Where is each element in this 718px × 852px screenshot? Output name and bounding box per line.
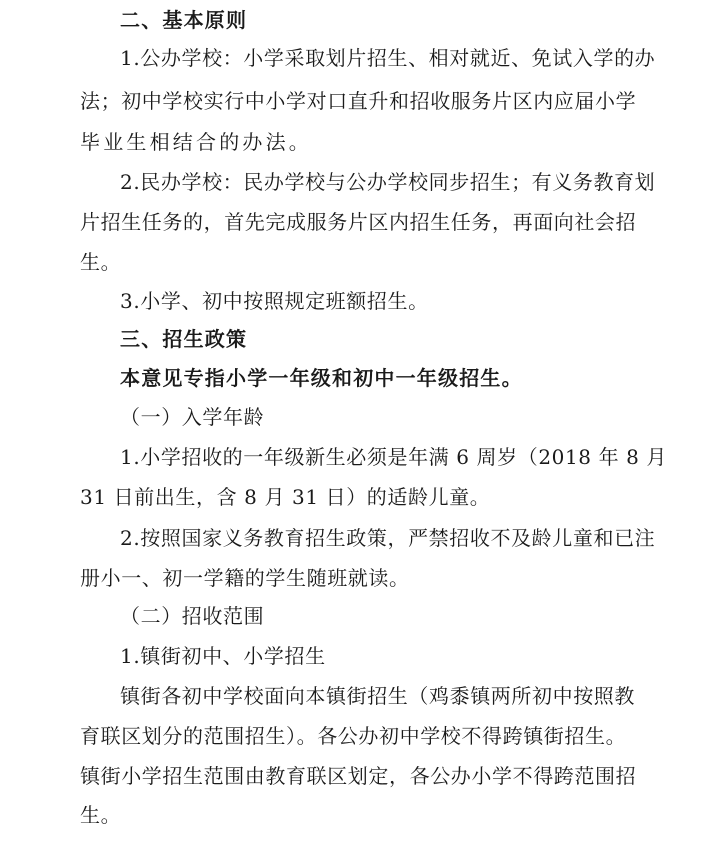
paragraph-line: 2.按照国家义务教育招生政策，严禁招收不及龄儿童和已注 [120,526,656,550]
paragraph-line: 31 日前出生，含 8 月 31 日）的适龄儿童。 [80,485,491,509]
section-heading-basic-principles: 二、基本原则 [120,8,248,32]
paragraph-line: 3.小学、初中按照规定班额招生。 [120,289,429,313]
paragraph-line: 册小一、初一学籍的学生随班就读。 [80,566,410,590]
section-heading-enrollment-policy: 三、招生政策 [120,327,248,351]
paragraph-line: 2.民办学校：民办学校与公办学校同步招生；有义务教育划 [120,170,656,194]
paragraph-line: 1.公办学校：小学采取划片招生、相对就近、免试入学的办 [120,46,656,70]
paragraph-line: 毕业生相结合的办法。 [80,130,312,154]
paragraph-line: 镇街小学招生范围由教育联区划定，各公办小学不得跨范围招 [80,764,637,788]
paragraph-line: 育联区划分的范围招生）。各公办初中学校不得跨镇街招生。 [80,724,627,748]
paragraph-line: 生。 [80,803,122,827]
paragraph-line: 镇街各初中学校面向本镇街招生（鸡黍镇两所初中按照教 [120,684,635,708]
subsection-heading-enrollment-scope: （二）招收范围 [120,604,265,628]
intro-statement: 本意见专指小学一年级和初中一年级招生。 [120,366,523,390]
item-heading-town-schools: 1.镇街初中、小学招生 [120,644,326,668]
paragraph-line: 法；初中学校实行中小学对口直升和招收服务片区内应届小学 [80,89,637,113]
subsection-heading-enrollment-age: （一）入学年龄 [120,405,265,429]
paragraph-line: 生。 [80,250,122,274]
paragraph-line: 片招生任务的，首先完成服务片区内招生任务，再面向社会招 [80,210,637,234]
paragraph-line: 1.小学招收的一年级新生必须是年满 6 周岁（2018 年 8 月 [120,445,668,469]
